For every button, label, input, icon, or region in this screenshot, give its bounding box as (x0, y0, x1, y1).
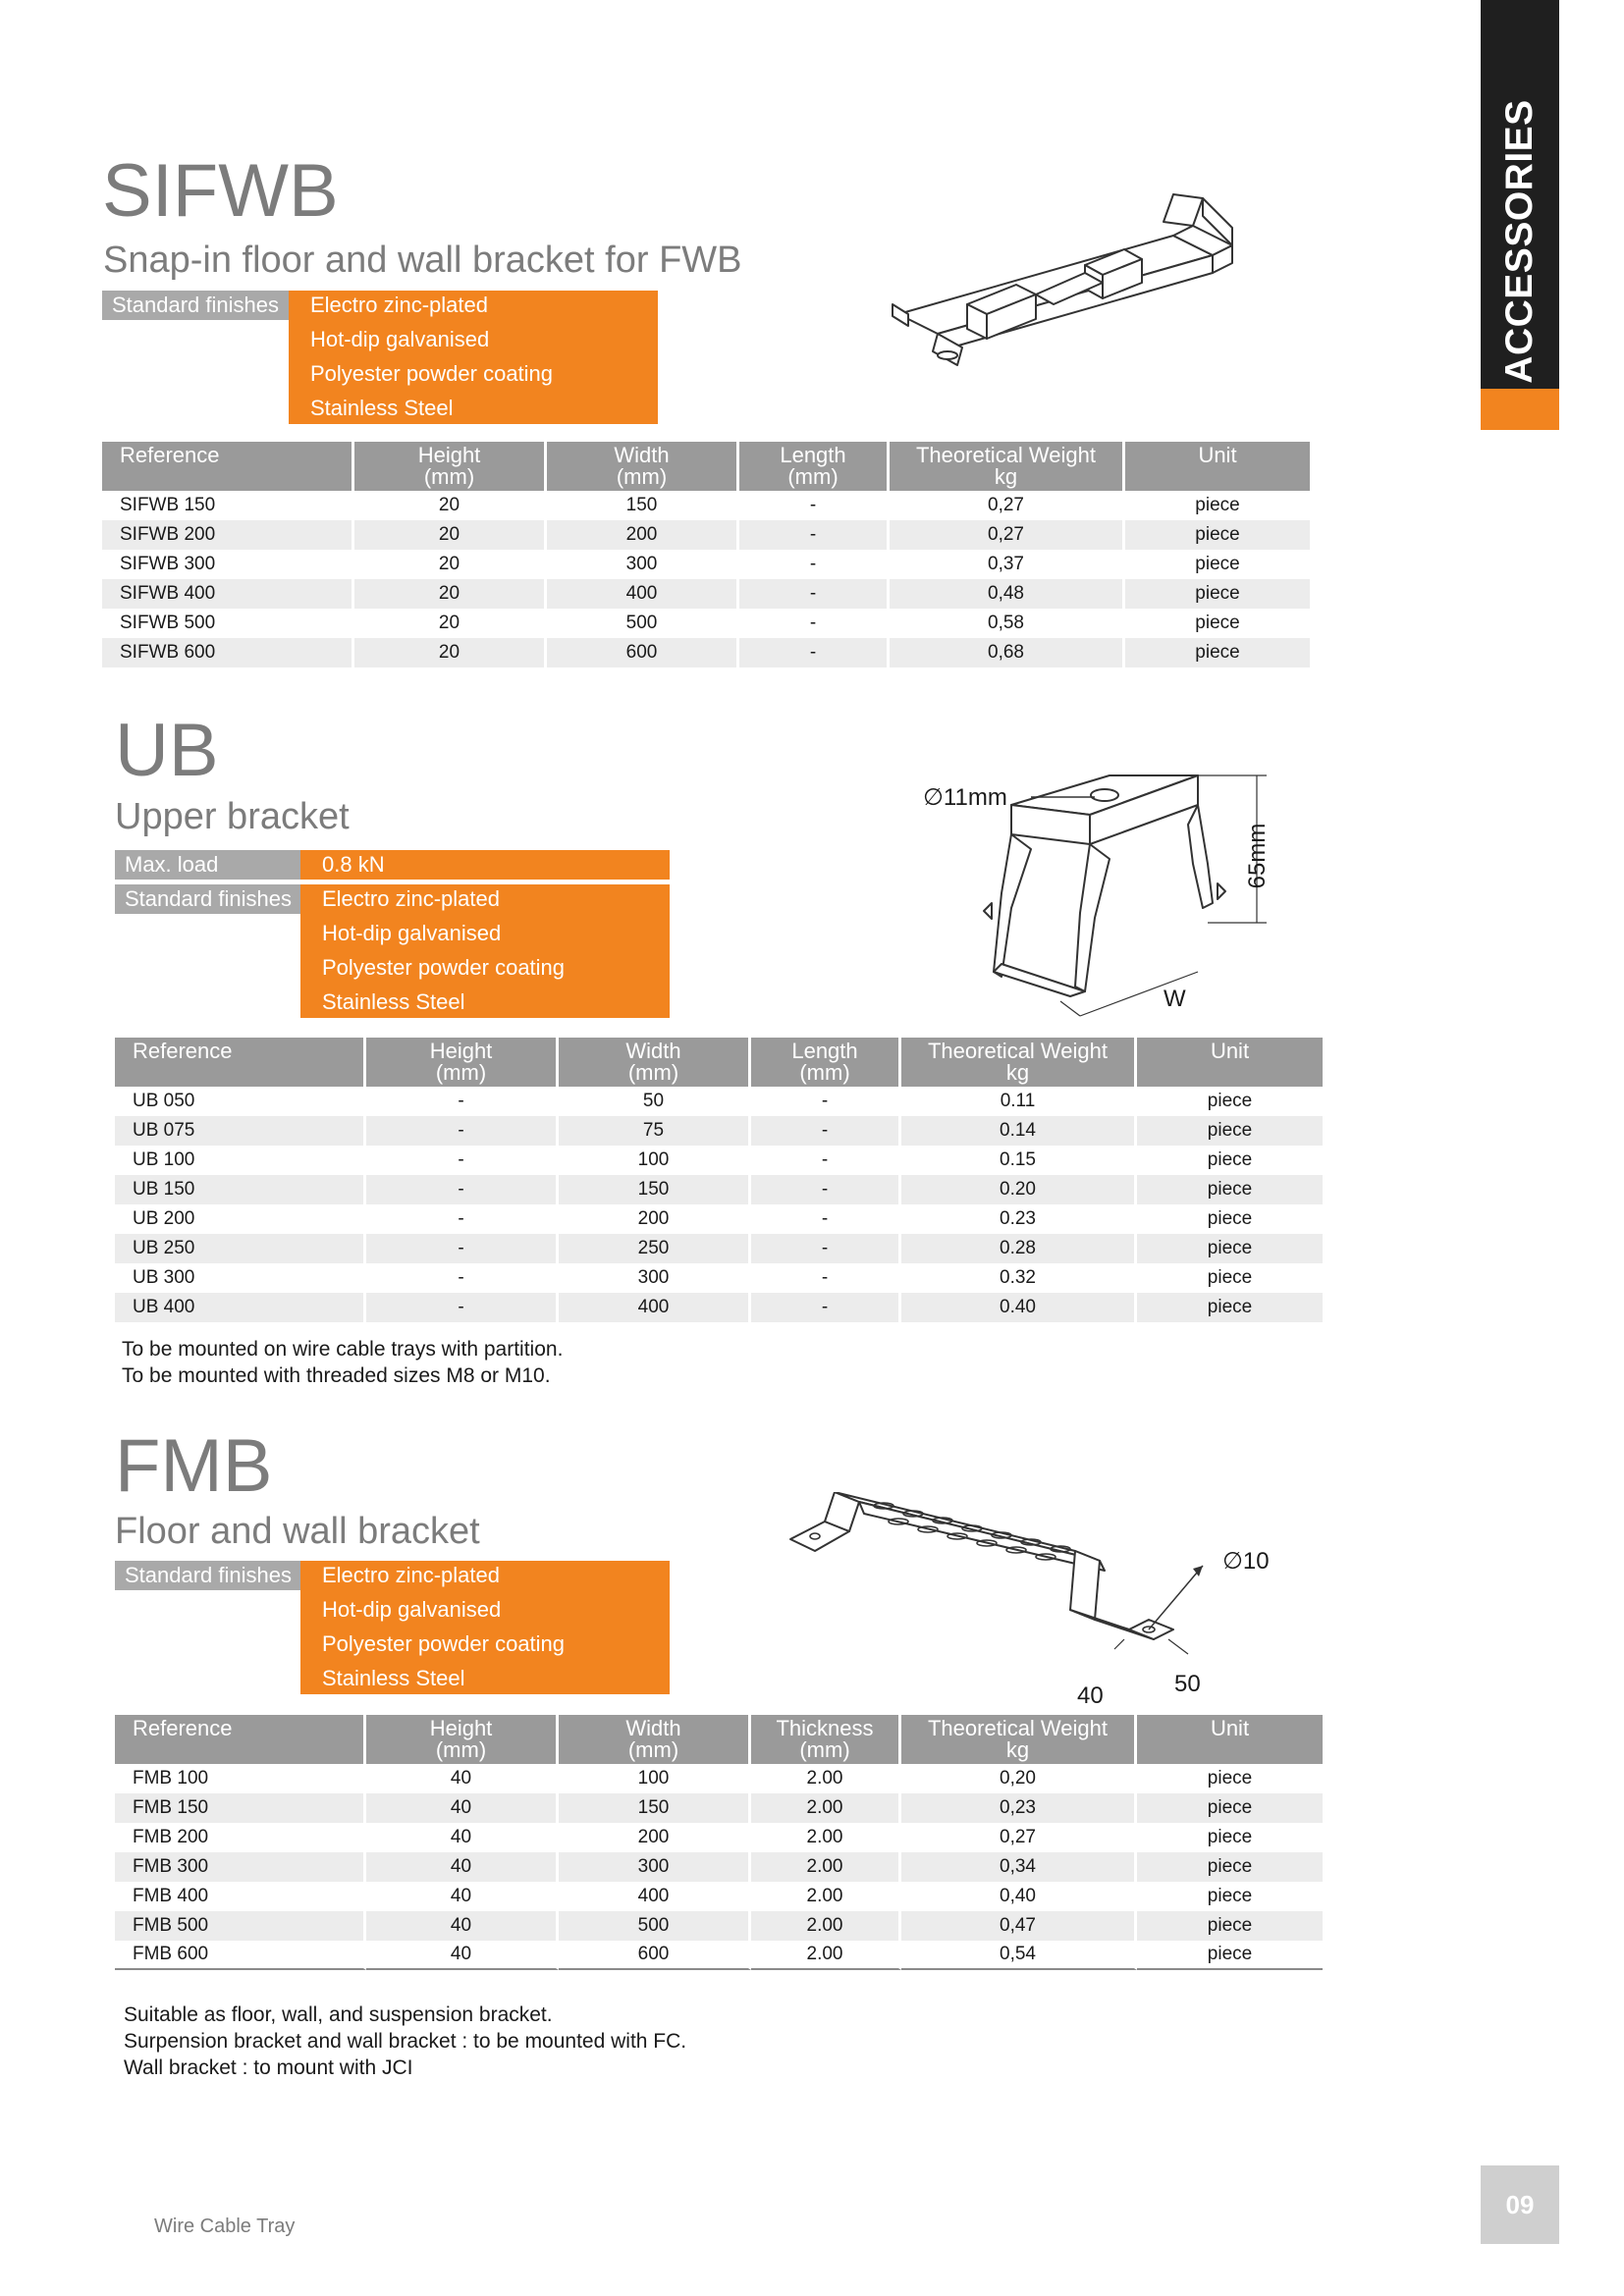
table-row: SIFWB 600 20 600 - 0,68 piece (102, 638, 1310, 667)
table-row: UB 150 - 150 - 0.20 piece (115, 1175, 1323, 1204)
table-row: FMB 500 40 500 2.00 0,47 piece (115, 1911, 1323, 1941)
fmb-dimension-b: 50 (1174, 1671, 1201, 1697)
sifwb-finishes-label: Standard finishes (102, 291, 291, 320)
finish-item: Stainless Steel (310, 396, 454, 420)
col-header-height: Height (mm) (366, 1715, 559, 1764)
ub-finishes-box (300, 884, 670, 1018)
table-row: SIFWB 400 20 400 - 0,48 piece (102, 579, 1310, 609)
ub-hole-dimension: ∅11mm (923, 784, 1007, 811)
sifwb-title: SIFWB (102, 149, 339, 233)
col-header-unit: Unit (1137, 1038, 1323, 1087)
col-header-weight: Theoretical Weight kg (890, 442, 1125, 491)
col-header-unit: Unit (1137, 1715, 1323, 1764)
note-line: Surpension bracket and wall bracket : to be mounted with FC. (124, 2030, 687, 2053)
col-header-reference: Reference (115, 1038, 366, 1087)
fmb-title: FMB (115, 1424, 273, 1508)
fmb-subtitle: Floor and wall bracket (115, 1511, 480, 1552)
table-row: SIFWB 300 20 300 - 0,37 piece (102, 550, 1310, 579)
table-row: SIFWB 150 20 150 - 0,27 piece (102, 491, 1310, 520)
table-row: UB 075 - 75 - 0.14 piece (115, 1116, 1323, 1146)
col-header-unit: Unit (1125, 442, 1310, 491)
fmb-table (115, 1715, 1323, 1970)
table-row: FMB 100 40 100 2.00 0,20 piece (115, 1764, 1323, 1793)
sifwb-table (102, 442, 1310, 667)
max-load-value: 0.8 kN (322, 852, 385, 877)
table-row: FMB 150 40 150 2.00 0,23 piece (115, 1793, 1323, 1823)
side-tab-label-wrap (1481, 0, 1559, 389)
fmb-finishes-label: Standard finishes (115, 1561, 301, 1590)
col-header-length: Length (mm) (739, 442, 890, 491)
sifwb-subtitle: Snap-in floor and wall bracket for FWB (103, 240, 742, 281)
sifwb-finishes-box (289, 291, 658, 424)
ub-subtitle: Upper bracket (115, 796, 350, 837)
col-header-height: Height (mm) (366, 1038, 559, 1087)
finish-item: Electro zinc-plated (322, 886, 500, 911)
table-row: UB 400 - 400 - 0.40 piece (115, 1293, 1323, 1322)
table-row: UB 250 - 250 - 0.28 piece (115, 1234, 1323, 1263)
col-header-width: Width (mm) (559, 1038, 751, 1087)
table-row: FMB 400 40 400 2.00 0,40 piece (115, 1882, 1323, 1911)
note-line: To be mounted on wire cable trays with partition. (122, 1338, 564, 1361)
footer-label: Wire Cable Tray (154, 2216, 296, 2237)
ub-table (115, 1038, 1323, 1322)
finish-item: Electro zinc-plated (322, 1563, 500, 1587)
table-row: SIFWB 500 20 500 - 0,58 piece (102, 609, 1310, 638)
col-header-width: Width (mm) (559, 1715, 751, 1764)
col-header-weight: Theoretical Weight kg (901, 1038, 1137, 1087)
col-header-reference: Reference (115, 1715, 366, 1764)
finish-item: Hot-dip galvanised (322, 1597, 502, 1622)
col-header-height: Height (mm) (354, 442, 547, 491)
fmb-bracket-drawing (781, 1492, 1213, 1708)
table-row: SIFWB 200 20 200 - 0,27 piece (102, 520, 1310, 550)
fmb-hole-dimension: ∅10 (1222, 1548, 1270, 1575)
fmb-finishes-box (300, 1561, 670, 1694)
finish-item: Stainless Steel (322, 989, 465, 1014)
ub-max-load-box (300, 850, 670, 880)
side-tab-label: ACCESSORIES (1498, 99, 1541, 384)
finish-item: Polyester powder coating (322, 1631, 566, 1656)
col-header-width: Width (mm) (547, 442, 739, 491)
note-line: Wall bracket : to mount with JCI (124, 2056, 413, 2079)
note-line: Suitable as floor, wall, and suspension bracket. (124, 2003, 553, 2026)
finish-item: Hot-dip galvanised (310, 327, 490, 351)
ub-width-dimension: W (1164, 986, 1186, 1012)
ub-notes (122, 1336, 563, 1389)
ub-max-load-label: Max. load (115, 850, 301, 880)
col-header-weight: Theoretical Weight kg (901, 1715, 1137, 1764)
col-header-reference: Reference (102, 442, 354, 491)
finish-item: Electro zinc-plated (310, 293, 488, 317)
col-header-thickness: Thickness (mm) (751, 1715, 901, 1764)
ub-height-dimension: 65mm (1244, 823, 1271, 889)
table-row: UB 100 - 100 - 0.15 piece (115, 1146, 1323, 1175)
finish-item: Polyester powder coating (322, 955, 566, 980)
table-row: UB 300 - 300 - 0.32 piece (115, 1263, 1323, 1293)
table-row: FMB 300 40 300 2.00 0,34 piece (115, 1852, 1323, 1882)
note-line: To be mounted with threaded sizes M8 or M10. (122, 1364, 551, 1387)
table-row: FMB 200 40 200 2.00 0,27 piece (115, 1823, 1323, 1852)
finish-item: Hot-dip galvanised (322, 921, 502, 945)
table-header-row (115, 1038, 1323, 1087)
finish-item: Polyester powder coating (310, 361, 554, 386)
table-header-row (102, 442, 1310, 491)
table-row: UB 050 - 50 - 0.11 piece (115, 1087, 1323, 1116)
fmb-notes (124, 2002, 686, 2081)
ub-finishes-label: Standard finishes (115, 884, 301, 914)
sifwb-bracket-drawing (879, 187, 1281, 383)
page-number: 09 (1481, 2165, 1559, 2244)
fmb-dimension-a: 40 (1077, 1682, 1104, 1709)
table-row: FMB 600 40 600 2.00 0,54 piece (115, 1941, 1323, 1970)
col-header-length: Length (mm) (751, 1038, 901, 1087)
finish-item: Stainless Steel (322, 1666, 465, 1690)
ub-title: UB (115, 709, 219, 792)
side-tab-accent (1481, 389, 1559, 430)
table-header-row (115, 1715, 1323, 1764)
table-row: UB 200 - 200 - 0.23 piece (115, 1204, 1323, 1234)
